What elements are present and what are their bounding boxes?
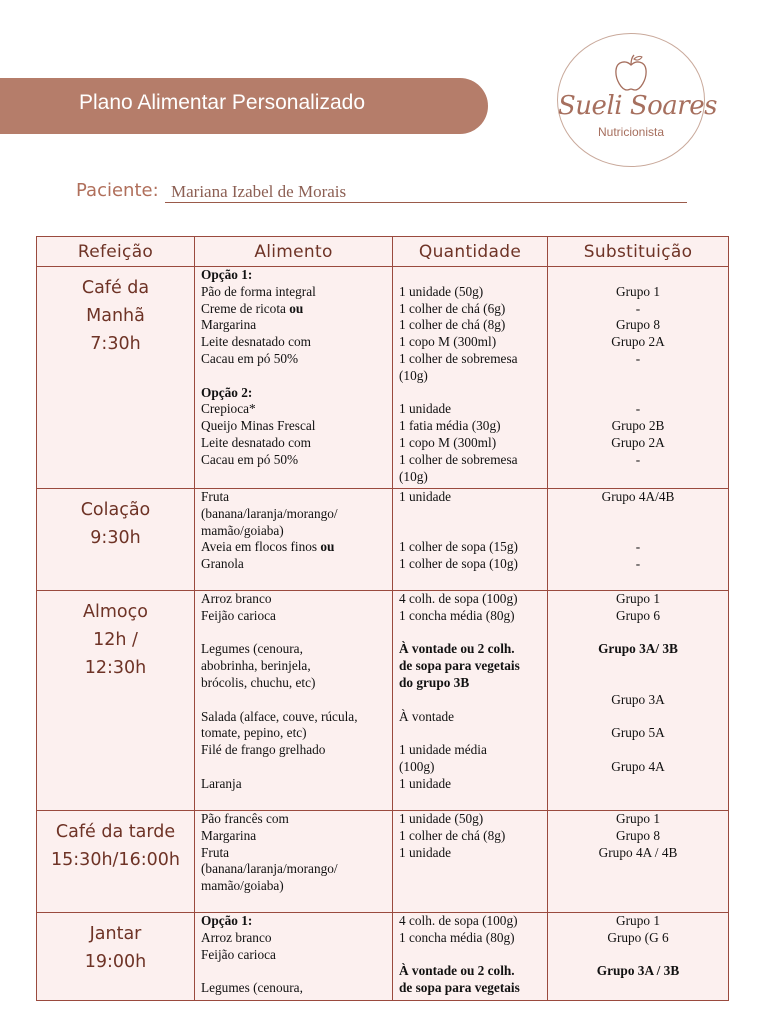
quantity-line: 1 unidade <box>399 489 452 504</box>
substitution-line: Grupo (G 6 <box>607 929 669 945</box>
meal-label: Almoço <box>83 602 148 622</box>
quantity-line: 4 colh. de sopa (100g) <box>399 913 518 928</box>
food-line: tomate, pepino, etc) <box>201 725 307 741</box>
quantity-line: (10g) <box>399 367 428 383</box>
food-cell <box>195 811 393 913</box>
substitution-line: Grupo 3A / 3B <box>596 963 680 979</box>
meal-cell <box>37 591 195 811</box>
food-line <box>201 625 386 642</box>
quantity-line: À vontade ou 2 colh. <box>399 641 515 657</box>
food-line: Margarina <box>201 827 257 843</box>
food-line: Pão francês com <box>201 811 289 826</box>
page-title: Plano Alimentar Personalizado <box>79 91 366 114</box>
food-line: Queijo Minas Frescal <box>201 418 316 434</box>
quantity-line: 1 colher de sobremesa <box>399 451 518 467</box>
food-cell <box>195 913 393 1001</box>
quantity-cell <box>393 811 548 913</box>
food-line <box>201 692 386 709</box>
food-line: Crepioca* <box>201 401 256 417</box>
table-row <box>37 913 729 1001</box>
quantity-line: 1 colher de sopa (15g) <box>399 539 518 555</box>
meal-label: 12h / <box>93 630 138 650</box>
meal-label: Colação <box>80 500 151 520</box>
quantity-line: do grupo 3B <box>399 674 470 690</box>
substitution-line <box>554 675 722 692</box>
quantity-line: (100g) <box>399 758 435 774</box>
meal-cell <box>37 913 195 1001</box>
food-cell <box>195 489 393 591</box>
food-line: Aveia em flocos finos ou <box>201 539 335 555</box>
quantity-line: 1 colher de sopa (10g) <box>399 556 518 572</box>
food-line: Salada (alface, couve, rúcula, <box>201 708 358 724</box>
quantity-line <box>399 692 541 709</box>
meal-label: 7:30h <box>90 334 141 354</box>
quantity-cell <box>393 913 548 1001</box>
meal-plan-table <box>36 236 729 1001</box>
substitution-cell <box>548 267 729 489</box>
food-line <box>201 759 386 776</box>
quantity-line: 1 unidade (50g) <box>399 283 484 299</box>
quantity-line: 1 colher de chá (8g) <box>399 827 506 843</box>
substitution-line <box>554 506 722 523</box>
substitution-line: Grupo 2B <box>611 418 665 434</box>
header-quantidade: Quantidade <box>393 237 548 267</box>
patient-label: Paciente: <box>76 180 159 201</box>
meal-label: Café da tarde <box>55 822 176 842</box>
food-line: Legumes (cenoura, <box>201 641 303 657</box>
quantity-cell <box>393 591 548 811</box>
quantity-line <box>399 506 541 523</box>
substitution-line: Grupo 1 <box>616 913 660 928</box>
quantity-line <box>399 625 541 642</box>
food-line <box>201 368 386 385</box>
substitution-cell <box>548 489 729 591</box>
quantity-line: de sopa para vegetais <box>399 658 520 674</box>
title-banner <box>0 78 488 134</box>
quantity-line: 1 unidade (50g) <box>399 811 484 826</box>
quantity-cell <box>393 267 548 489</box>
meal-label: 12:30h <box>84 658 147 678</box>
substitution-line: - <box>635 300 641 316</box>
food-line: Feijão carioca <box>201 946 276 962</box>
substitution-line: Grupo 1 <box>616 283 660 299</box>
substitution-line <box>554 523 722 540</box>
meal-cell <box>37 267 195 489</box>
header-substituicao: Substituição <box>548 237 729 267</box>
food-line: mamão/goiaba) <box>201 878 284 894</box>
header-refeicao: Refeição <box>37 237 195 267</box>
apple-icon <box>611 52 651 96</box>
food-cell <box>195 591 393 811</box>
substitution-line: Grupo 2A <box>611 334 665 350</box>
substitution-line: Grupo 4A / 4B <box>598 844 678 860</box>
food-cell <box>195 267 393 489</box>
food-line: Fruta <box>201 489 230 504</box>
substitution-line: - <box>635 556 641 572</box>
food-line: Opção 1: <box>201 267 253 282</box>
table-row <box>37 267 729 489</box>
quantity-line: 1 colher de chá (8g) <box>399 317 506 333</box>
substitution-line: Grupo 4A <box>611 758 665 774</box>
substitution-line: - <box>635 401 641 417</box>
quantity-line: 1 colher de sobremesa <box>399 350 518 366</box>
quantity-line: 1 unidade média <box>399 742 487 758</box>
food-line: mamão/goiaba) <box>201 522 284 538</box>
substitution-line <box>554 385 722 402</box>
food-line: Arroz branco <box>201 591 272 606</box>
food-line: Filé de frango grelhado <box>201 742 326 758</box>
substitution-cell <box>548 913 729 1001</box>
quantity-line: À vontade <box>399 708 455 724</box>
meal-label: 9:30h <box>90 528 141 548</box>
food-line: Leite desnatado com <box>201 434 312 450</box>
quantity-line <box>399 267 541 284</box>
substitution-line: Grupo 1 <box>616 591 660 606</box>
quantity-line: 1 unidade <box>399 775 452 791</box>
quantity-line: 1 fatia média (30g) <box>399 418 501 434</box>
food-line: (banana/laranja/morango/ <box>201 861 338 877</box>
substitution-line <box>554 267 722 284</box>
food-line: Arroz branco <box>201 929 272 945</box>
substitution-cell <box>548 811 729 913</box>
quantity-line: 1 concha média (80g) <box>399 929 515 945</box>
food-line: Granola <box>201 556 244 572</box>
food-line: Opção 2: <box>201 384 253 400</box>
food-line: Cacau em pó 50% <box>201 350 299 366</box>
food-line: Creme de ricota ou <box>201 300 304 316</box>
quantity-line: de sopa para vegetais <box>399 980 520 996</box>
logo-subtitle: Nutricionista <box>597 125 665 139</box>
substitution-line: Grupo 8 <box>616 317 660 333</box>
substitution-line <box>554 709 722 726</box>
food-line <box>201 963 386 980</box>
meal-label: Jantar <box>89 924 142 944</box>
substitution-line <box>554 658 722 675</box>
quantity-line: 1 copo M (300ml) <box>399 434 497 450</box>
substitution-line: - <box>635 539 641 555</box>
meal-label: Café da <box>81 278 150 298</box>
quantity-line: (10g) <box>399 468 428 484</box>
quantity-line: 1 unidade <box>399 844 452 860</box>
meal-label: Manhã <box>86 306 145 326</box>
header-alimento: Alimento <box>195 237 393 267</box>
quantity-line: À vontade ou 2 colh. <box>399 963 515 979</box>
quantity-line <box>399 523 541 540</box>
substitution-line: Grupo 3A/ 3B <box>598 641 678 657</box>
meal-label: 15:30h/16:00h <box>51 850 180 870</box>
quantity-line: 1 copo M (300ml) <box>399 334 497 350</box>
substitution-line: Grupo 2A <box>611 434 665 450</box>
food-line: Feijão carioca <box>201 607 276 623</box>
quantity-cell <box>393 489 548 591</box>
quantity-line <box>399 385 541 402</box>
food-line: Legumes (cenoura, <box>201 980 303 996</box>
food-line: Cacau em pó 50% <box>201 451 299 467</box>
substitution-line: - <box>635 451 641 467</box>
food-line: brócolis, chuchu, etc) <box>201 674 316 690</box>
table-row <box>37 811 729 913</box>
substitution-line <box>554 742 722 759</box>
quantity-line <box>399 725 541 742</box>
substitution-line: Grupo 4A/4B <box>601 489 675 504</box>
table-row <box>37 591 729 811</box>
food-line: Margarina <box>201 317 257 333</box>
food-line: Laranja <box>201 775 242 791</box>
substitution-line <box>554 368 722 385</box>
food-line: abobrinha, berinjela, <box>201 658 311 674</box>
food-line: Fruta <box>201 844 230 860</box>
quantity-line: 1 unidade <box>399 401 452 417</box>
substitution-cell <box>548 591 729 811</box>
quantity-line: 1 colher de chá (6g) <box>399 300 506 316</box>
meal-label: 19:00h <box>84 952 147 972</box>
nutritionist-logo <box>557 33 717 167</box>
meal-cell <box>37 811 195 913</box>
logo-name: Sueli Soares <box>558 91 717 121</box>
food-line: Opção 1: <box>201 913 253 928</box>
substitution-line: - <box>635 350 641 366</box>
patient-name-field: Mariana Izabel de Morais <box>165 182 687 203</box>
substitution-line <box>554 625 722 642</box>
substitution-line <box>554 947 722 964</box>
substitution-line: Grupo 5A <box>611 725 665 741</box>
table-header-row <box>37 237 729 267</box>
food-line: Leite desnatado com <box>201 334 312 350</box>
substitution-line: Grupo 6 <box>616 607 660 623</box>
quantity-line: 1 concha média (80g) <box>399 607 515 623</box>
quantity-line: 4 colh. de sopa (100g) <box>399 591 518 606</box>
meal-cell <box>37 489 195 591</box>
quantity-line <box>399 947 541 964</box>
substitution-line: Grupo 8 <box>616 827 660 843</box>
substitution-line: Grupo 3A <box>611 691 665 707</box>
food-line: (banana/laranja/morango/ <box>201 505 338 521</box>
food-line: Pão de forma integral <box>201 283 316 299</box>
table-row <box>37 489 729 591</box>
substitution-line: Grupo 1 <box>616 811 660 826</box>
